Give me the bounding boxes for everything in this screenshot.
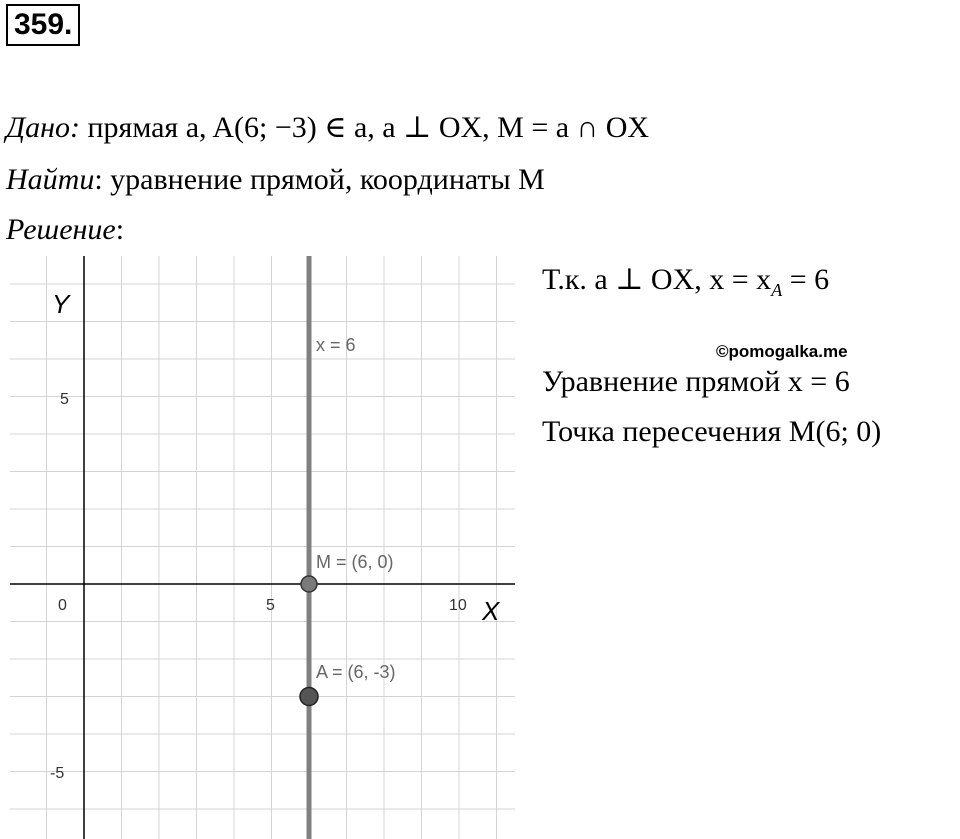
given-text: прямая a, A(6; −3) ∈ a, a ⊥ OX, M = a ∩ OX [79, 111, 650, 144]
point-a [300, 688, 318, 706]
problem-number: 359. [6, 4, 80, 46]
solution-colon: : [115, 213, 125, 246]
line-label: x = 6 [316, 335, 356, 355]
watermark: ©pomogalka.me [716, 342, 848, 361]
coordinate-graph [0, 250, 520, 839]
y-axis-label: Y [52, 289, 70, 319]
point-m-label: M = (6, 0) [316, 552, 394, 572]
origin-label: 0 [58, 597, 67, 614]
given-line [6, 108, 649, 148]
solution-line [6, 210, 124, 250]
given-label: Дано: [6, 111, 80, 144]
solution-label: Решение [6, 213, 116, 246]
right-line-1-end: = 6 [782, 263, 830, 296]
tick-y-neg5: -5 [50, 765, 65, 782]
find-line [6, 160, 545, 200]
tick-x-5: 5 [266, 597, 275, 614]
point-m [301, 576, 317, 592]
tick-y-5: 5 [60, 391, 69, 408]
find-text: : уравнение прямой, координаты M [94, 163, 545, 196]
find-label: Найти [6, 163, 95, 196]
right-line-1-sub: A [771, 280, 783, 300]
right-line-2: Уравнение прямой x = 6 [542, 365, 850, 398]
right-line-3: Точка пересечения M(6; 0) [542, 415, 882, 448]
right-line-1 [542, 260, 829, 310]
tick-x-10: 10 [449, 597, 467, 614]
point-a-label: A = (6, -3) [316, 662, 396, 682]
right-line-1-text: Т.к. a ⊥ OX, x = x [542, 263, 772, 296]
x-axis-label: X [482, 596, 500, 626]
grid-lines [10, 256, 515, 839]
